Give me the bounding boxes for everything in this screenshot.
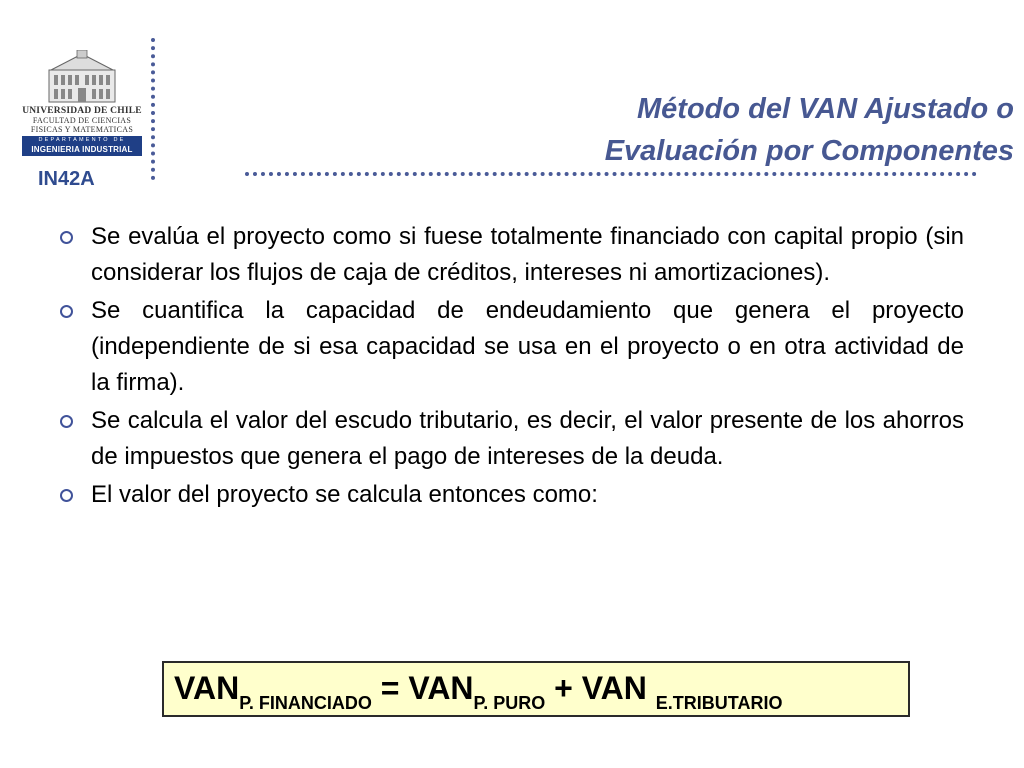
bullet-text: Se calcula el valor del escudo tributario, es decir, el valor presente de los ahorros de impuestos que genera el pago de intereses de la deuda. xyxy=(91,407,964,470)
bullet-text: Se evalúa el proyecto como si fuese totalmente financiado con capital propio (sin considerar los flujos de caja de créditos, intereses ni amortizaciones). xyxy=(91,223,964,286)
bullet-item xyxy=(60,293,964,401)
formula-sub-tributario: E.TRIBUTARIO xyxy=(655,693,783,713)
university-logo xyxy=(22,50,142,156)
logo-industrial-engineering: INGENIERIA INDUSTRIAL xyxy=(22,144,142,156)
bullet-ring-icon xyxy=(60,231,73,244)
bullet-list xyxy=(60,219,964,515)
bullet-item xyxy=(60,219,964,291)
bullet-text: Se cuantifica la capacidad de endeudamiento que genera el proyecto (independiente de si esa capacidad se usa en el proyecto o en otra actividad de la firma). xyxy=(91,297,964,396)
horizontal-dotted-divider xyxy=(245,172,977,176)
formula-term-van-financiado: VAN xyxy=(174,670,240,706)
slide-title xyxy=(605,88,1014,172)
formula-term-van-puro: VAN xyxy=(408,670,474,706)
formula-term-van-tributario: VAN xyxy=(581,670,656,706)
bullet-item xyxy=(60,403,964,475)
building-emblem-icon xyxy=(47,50,117,104)
slide-title-line1: Método del VAN Ajustado o xyxy=(637,93,1014,125)
formula-plus: + xyxy=(545,670,582,706)
formula-equals: = xyxy=(371,670,409,706)
course-code: IN42A xyxy=(38,168,95,190)
logo-department: DEPARTAMENTO DE xyxy=(22,136,142,144)
formula-sub-puro: P. PURO xyxy=(473,693,546,713)
formula-sub-financiado: P. FINANCIADO xyxy=(239,693,372,713)
bullet-ring-icon xyxy=(60,305,73,318)
bullet-ring-icon xyxy=(60,415,73,428)
bullet-text: El valor del proyecto se calcula entonces como: xyxy=(91,481,598,508)
bullet-ring-icon xyxy=(60,489,73,502)
vertical-dotted-divider xyxy=(151,38,155,180)
logo-faculty-line1: FACULTAD DE CIENCIAS xyxy=(32,116,132,125)
bullet-item xyxy=(60,477,964,513)
logo-university-name: UNIVERSIDAD DE CHILE xyxy=(22,106,142,116)
slide-title-line2: Evaluación por Componentes xyxy=(604,135,1014,167)
formula-box xyxy=(162,661,910,717)
logo-faculty-line2: FISICAS Y MATEMATICAS xyxy=(30,125,134,134)
